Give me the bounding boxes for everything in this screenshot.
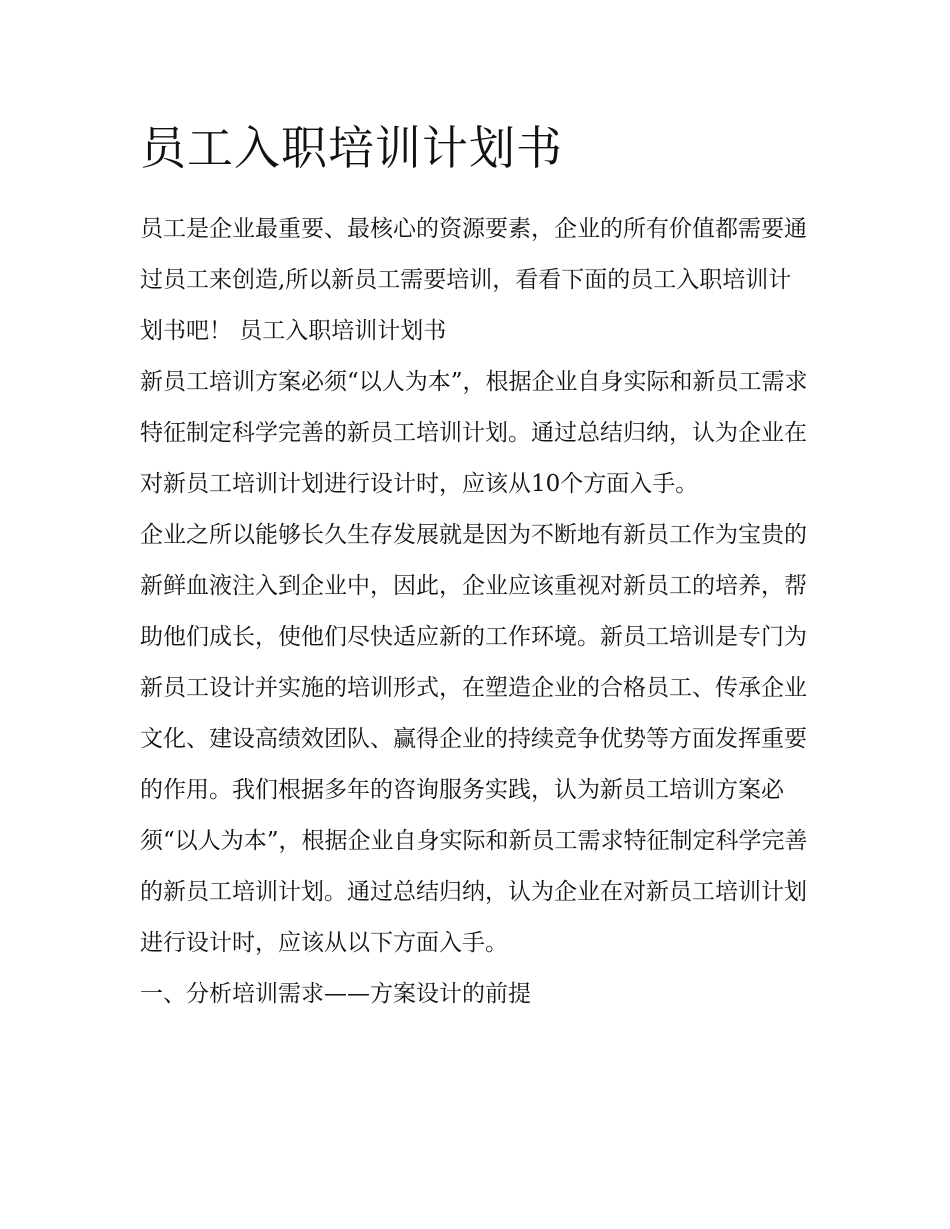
- intro-paragraph: 员工是企业最重要、最核心的资源要素，企业的所有价值都需要通过员工来创造,所以新员工需要培训，看看下面的员工入职培训计划书吧！ 员工入职培训计划书: [140, 216, 807, 344]
- importance-paragraph: 企业之所以能够长久生存发展就是因为不断地有新员工作为宝贵的新鲜血液注入到企业中，因此，企业应该重视对新员工的培养，帮助他们成长，使他们尽快适应新的工作环境。新员工培训是专门为新员工设计并实施的培训形式，在塑造企业的合格员工、传承企业文化、建设高绩效团队、赢得企业的持续竞争优势等方面发挥重要的作用。我们根据多年的咨询服务实践，认为新员工培训方案必须“以人为本”，根据企业自身实际和新员工需求特征制定科学完善的新员工培训计划。通过总结归纳，认为企业在对新员工培训计划进行设计时，应该从以下方面入手。: [140, 522, 808, 956]
- approach-paragraph: 新员工培训方案必须“以人为本”，根据企业自身实际和新员工需求特征制定科学完善的新员工培训计划。通过总结归纳，认为企业在对新员工培训计划进行设计时，应该从10个方面入手。: [140, 369, 808, 497]
- document-title: 员工入职培训计划书: [140, 121, 563, 175]
- section-heading-1: 一、分析培训需求——方案设计的前提: [140, 981, 531, 1007]
- document-page: [140, 112, 812, 1020]
